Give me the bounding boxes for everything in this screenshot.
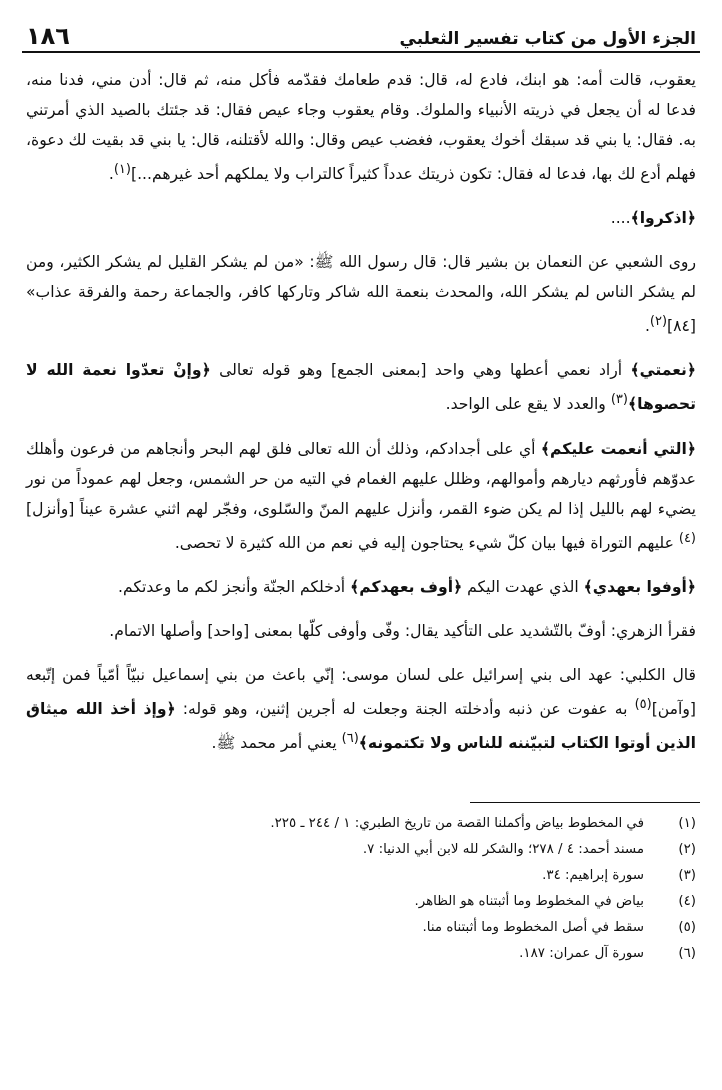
- paragraph-8-text-a: قال الكلبي: عهد الى بني إسرائيل على لسان موسى: إنّي باعث من بني إسماعيل نبيّاً أمّياً فمن إتّبعه [وآمن]: [26, 665, 696, 718]
- paragraph-5-text-a: أي على أجدادكم، وذلك أن الله تعالى فلق لهم البحر وأنجاهم من فرعون وأهلك عدوّهم فأورثهم ديارهم وأموالهم، وظلل عليهم الغمام في التيه من حر الشمس، وجعل لهم عموداً من نور يضيء لهم بالليل إذا لم يكن ضوء القمر، وأنزل عليهم المنّ والسّلوى، وفجّر لهم اثني عشرة عيناً [وأنزل]: [26, 439, 696, 518]
- paragraph-8: [22, 660, 700, 758]
- footnote-text: بياض في المخطوط وما أثبتناه هو الظاهر.: [414, 894, 644, 910]
- footnote-item: [26, 889, 696, 915]
- footnote-ref-1: (١): [113, 162, 131, 177]
- page-number: ١٨٦: [26, 22, 70, 50]
- paragraph-2: [22, 203, 700, 233]
- paragraph-6: [22, 572, 700, 602]
- paragraph-7: [22, 616, 700, 646]
- paragraph-7-text: فقرأ الزهري: أوفّ بالتّشديد على التأكيد يقال: وفّى وأوفى كلّها بمعنى [واحد] وأصلها الاتمام.: [109, 621, 696, 640]
- footnote-divider: [470, 802, 700, 803]
- paragraph-3-end: .: [644, 317, 650, 336]
- running-title: الجزء الأول من كتاب تفسير الثعلبي: [399, 29, 696, 49]
- footnote-ref-6: (٦): [341, 730, 359, 746]
- paragraph-8-text-c: يعني أمر محمد ﷺ.: [211, 734, 342, 753]
- footnote-ref-4: (٤): [678, 530, 696, 546]
- verse-heading-4: ﴿نعمتي﴾: [630, 361, 697, 380]
- paragraph-1: [22, 65, 700, 189]
- paragraph-3-text: روى الشعبي عن النعمان بن بشير قال: قال رسول الله ﷺ: «من لم يشكر القليل لم يشكر الكثير، ومن لم يشكر الناس لم يشكر الله، والمحدث بنعمة الله شاكر وتاركها كافر، والجماعة رحمة والفرقة عذاب» [٨٤]: [26, 253, 696, 336]
- paragraph-5-text-b: عليهم التوراة فيها بيان كلّ شيء يحتاجون إليه في نعم من الله كثيرة لا تحصى.: [174, 533, 679, 552]
- paragraph-1-end: .: [108, 165, 114, 184]
- footnote-number: (٦): [678, 946, 696, 962]
- page-body: [22, 65, 700, 758]
- footnote-number: (١): [678, 816, 696, 832]
- footnote-ref-2: (٢): [649, 314, 668, 330]
- verse-heading-6: ﴿أوفوا بعهدي﴾: [583, 577, 696, 596]
- footnote-item: [26, 837, 696, 863]
- book-page: [22, 14, 700, 1080]
- verse-heading-2: ﴿اذكروا﴾: [630, 209, 696, 228]
- paragraph-2-text: ....: [610, 209, 631, 228]
- verse-heading-5: ﴿التي أنعمت عليكم﴾: [540, 439, 696, 458]
- paragraph-4-text-a: أراد نعمي أعطها وهي واحد [بمعنى الجمع] وهو قوله تعالى: [210, 361, 631, 380]
- page-header: [22, 14, 700, 53]
- paragraph-6-text-a: الذي عهدت اليكم: [462, 577, 584, 596]
- footnote-number: (٤): [678, 894, 696, 910]
- paragraph-6-text-b: أدخلكم الجنّة وأنجز لكم ما وعدتكم.: [118, 577, 351, 596]
- footnote-text: في المخطوط بياض وأكملنا القصة من تاريخ الطبري: ١ / ٢٤٤ ـ ٢٢٥.: [270, 816, 644, 832]
- paragraph-4: [22, 355, 700, 419]
- footnote-item: [26, 811, 696, 837]
- footnotes-list: [22, 811, 700, 967]
- footnote-number: (٣): [678, 868, 696, 884]
- footnote-number: (٥): [678, 920, 696, 936]
- verse-quote-8: ﴿وإذ أخذ الله ميثاق الذين أوتوا الكتاب لتبيّننه للناس ولا تكتمونه﴾: [26, 699, 696, 753]
- footnote-ref-3: (٣): [610, 392, 628, 408]
- paragraph-4-text-b: والعدد لا يقع على الواحد.: [445, 395, 611, 414]
- footnote-item: [26, 915, 696, 941]
- footnote-number: (٢): [678, 842, 696, 858]
- verse-quote-4: ﴿وإنْ تعدّوا نعمة الله لا تحصوها﴾: [26, 361, 696, 414]
- footnote-text: سورة إبراهيم: ٣٤.: [542, 868, 644, 884]
- verse-quote-6: ﴿أوف بعهدكم﴾: [350, 577, 463, 596]
- footnote-ref-5: (٥): [634, 696, 652, 712]
- paragraph-8-text-b: به عفوت عن ذنبه وأدخلته الجنة وجعلت له أجرين إثنين، وهو قوله:: [175, 699, 635, 718]
- footnote-text: مسند أحمد: ٤ / ٢٧٨؛ والشكر لله لابن أبي الدنيا: ٧.: [362, 842, 644, 858]
- footnote-text: سقط في أصل المخطوط وما أثبتناه منا.: [422, 920, 644, 936]
- paragraph-1-text: يعقوب، قالت أمه: هو ابنك، فادع له، قال: قدم طعامك فقدّمه فأكل منه، ثم قال: أدن مني، فدنا منه، فدعا له أن يجعل في ذريته الأنبياء والملوك. وقام يعقوب وجاء عيص فقال: قد جئتك بالصيد الذي أمرتني به. فقال: يا بني قد سبقك أخوك يعقوب، فغضب عيص وقال: والله لأقتلنه، قال: يا بني قد بقيت لك دعوة، فهلم أدع لك بها، فدعا له فقال: تكون ذريتك عدداً كثيراً كالتراب ولا يملكهم أحد غيرهم...]: [26, 71, 696, 184]
- footnote-item: [26, 863, 696, 889]
- footnote-text: سورة آل عمران: ١٨٧.: [519, 946, 644, 962]
- footnote-item: [26, 941, 696, 967]
- paragraph-5: [22, 434, 700, 558]
- paragraph-3: [22, 247, 700, 341]
